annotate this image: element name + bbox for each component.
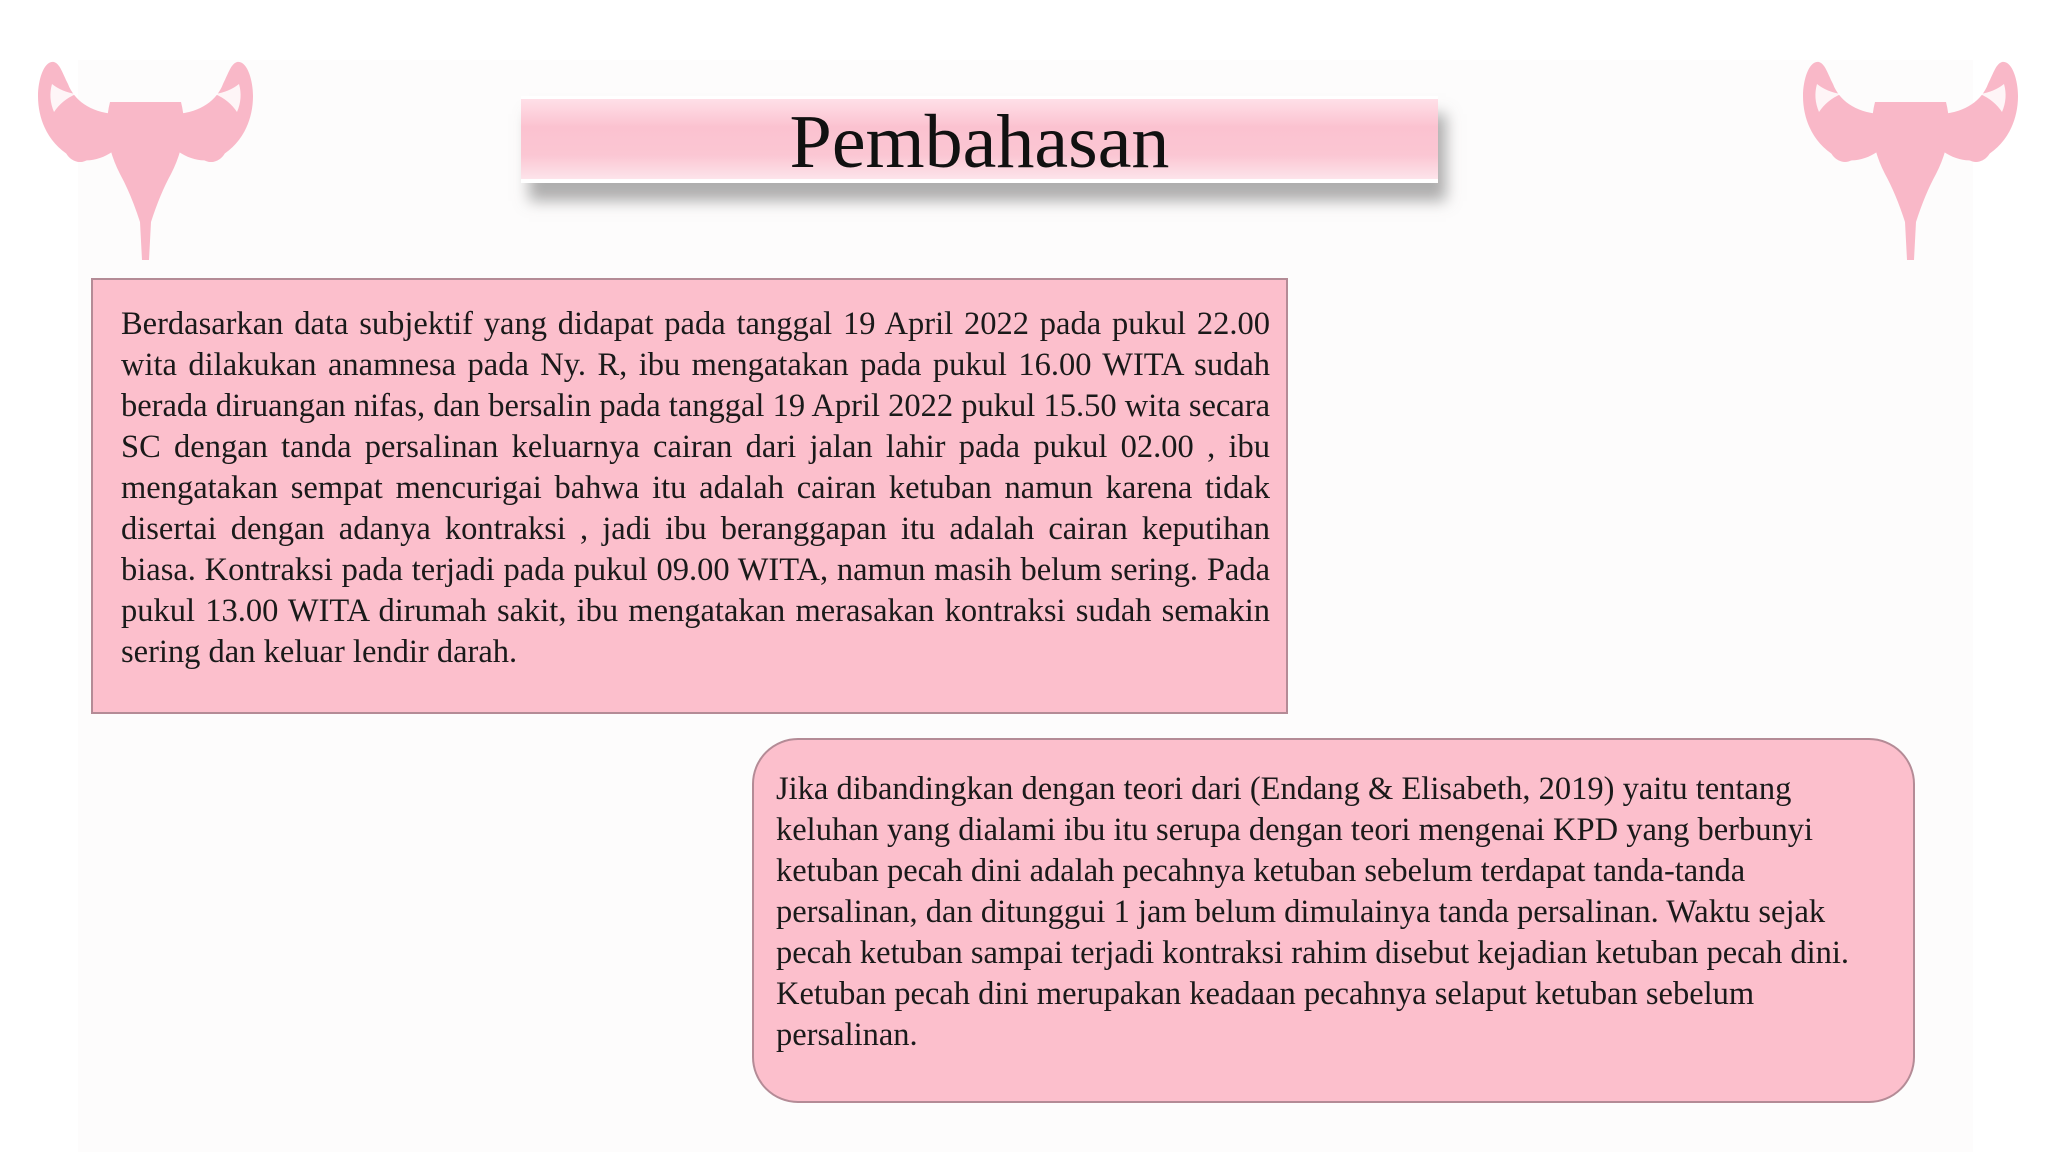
title-banner: [521, 96, 1438, 183]
page-title: Pembahasan: [789, 100, 1170, 184]
theory-paragraph: Jika dibandingkan dengan teori dari (Endang & Elisabeth, 2019) yaitu tentang keluhan yang dialami ibu itu serupa dengan teori mengenai KPD yang berbunyi ketuban pecah dini adalah pecahnya ketuban sebelum terdapat tanda-tanda persalinan, dan ditunggui 1 jam belum dimulainya tanda persalinan. Waktu sejak pecah ketuban sampai terjadi kontraksi rahim disebut kejadian ketuban pecah dini. Ketuban pecah dini merupakan keadaan pecahnya selaput ketuban sebelum persalinan.: [776, 771, 1850, 1053]
uterus-icon: [38, 52, 253, 270]
subjective-data-box: [91, 278, 1288, 714]
uterus-icon: [1803, 52, 2018, 270]
subjective-paragraph: Berdasarkan data subjektif yang didapat pada tanggal 19 April 2022 pada pukul 22.00 wita dilakukan anamnesa pada Ny. R, ibu mengatakan pada pukul 16.00 WITA sudah berada diruangan nifas, dan bersalin pada tanggal 19 April 2022 pukul 15.50 wita secara SC dengan tanda persalinan keluarnya cairan dari jalan lahir pada pukul 02.00 , ibu mengatakan sempat mencurigai bahwa itu adalah cairan ketuban namun karena tidak disertai dengan adanya kontraksi , jadi ibu beranggapan itu adalah cairan keputihan biasa. Kontraksi pada terjadi pada pukul 09.00 WITA, namun masih belum sering. Pada pukul 13.00 WITA dirumah sakit, ibu mengatakan merasakan kontraksi sudah semakin sering dan keluar lendir darah.: [121, 306, 1270, 670]
theory-comparison-box: [752, 738, 1915, 1103]
